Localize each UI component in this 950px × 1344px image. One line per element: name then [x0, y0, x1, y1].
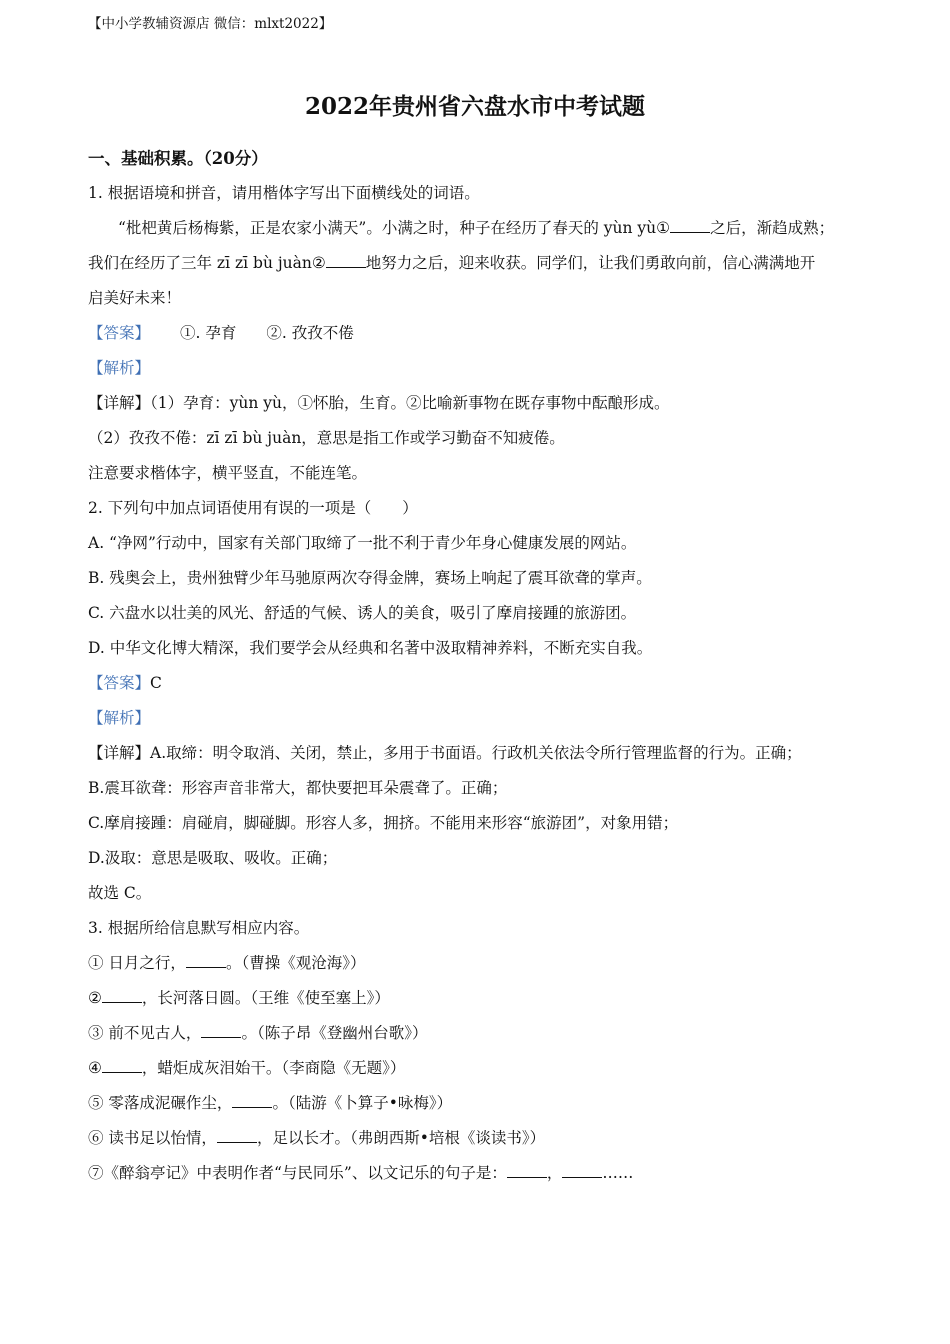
- exam-body: [88, 182, 878, 1197]
- answer-blank: [201, 1023, 241, 1038]
- answer-blank: [507, 1163, 547, 1178]
- q3-item: ③ 前不见古人， 。（陈子昂《登幽州台歌》）: [88, 1024, 428, 1042]
- q1-answer: 【答案】 ①. 孕育 ②. 孜孜不倦: [88, 324, 354, 342]
- q2-detail: 【详解】A.取缔：明令取消、关闭，禁止，多用于书面语。行政机关依法令所行管理监督的行为。正确；: [88, 744, 802, 762]
- answer-blank: [102, 988, 142, 1003]
- answer-blank: [186, 953, 226, 968]
- q3-item: ⑥ 读书足以怡情， ，足以长才。（弗朗西斯•培根《谈读书》）: [88, 1129, 546, 1147]
- section-heading: 一、基础积累。（20分）: [88, 149, 268, 168]
- answer-blank: [102, 1058, 142, 1073]
- answer-label: 【答案】: [88, 324, 151, 342]
- analysis-label: 【解析】: [88, 709, 151, 727]
- q3-item: ⑦《醉翁亭记》中表明作者“与民同乐”、以文记乐的句子是： ， ……: [88, 1164, 634, 1182]
- answer-blank: [562, 1163, 602, 1178]
- q1-passage-line: “枇杷黄后杨梅紫，正是农家小满天”。小满之时，种子在经历了春天的 yùn yù① 之后，渐趋成熟；: [118, 219, 835, 237]
- q2-detail: 故选 C。: [88, 884, 152, 902]
- q2-option-d: D. 中华文化博大精深，我们要学会从经典和名著中汲取精神养料，不断充实自我。: [88, 639, 653, 657]
- header-note: 【中小学教辅资源店 微信：mlxt2022】: [88, 16, 333, 32]
- answer-blank: [670, 218, 710, 233]
- q1-passage-line: 我们在经历了三年 zī zī bù juàn② 地努力之后，迎来收获。同学们，让我们勇敢向前，信心满满地开: [88, 254, 816, 272]
- q1-detail: 【详解】（1）孕育：yùn yù，①怀胎，生育。②比喻新事物在既存事物中酝酿形成。: [88, 394, 670, 412]
- q3-item: ⑤ 零落成泥碾作尘， 。（陆游《卜算子•咏梅》）: [88, 1094, 453, 1112]
- q1-detail: 注意要求楷体字，横平竖直，不能连笔。: [88, 464, 368, 482]
- analysis-label: 【解析】: [88, 359, 151, 377]
- answer-blank: [326, 253, 366, 268]
- q3-item: ④ ，蜡炬成灰泪始干。（李商隐《无题》）: [88, 1059, 406, 1077]
- page-title: 2022年贵州省六盘水市中考试题: [304, 93, 645, 120]
- q1-passage-line: 启美好未来！: [88, 289, 182, 307]
- q3-item: ② ，长河落日圆。（王维《使至塞上》）: [88, 989, 390, 1007]
- answer-blank: [217, 1128, 257, 1143]
- q2-detail: C.摩肩接踵：肩碰肩，脚碰脚。形容人多，拥挤。不能用来形容“旅游团”，对象用错；: [88, 814, 679, 832]
- answer-blank: [232, 1093, 272, 1108]
- q2-option-c: C. 六盘水以壮美的风光、舒适的气候、诱人的美食，吸引了摩肩接踵的旅游团。: [88, 604, 637, 622]
- q2-option-a: A. “净网”行动中，国家有关部门取缔了一批不利于青少年身心健康发展的网站。: [88, 534, 637, 552]
- q2-detail: B.震耳欲聋：形容声音非常大，都快要把耳朵震聋了。正确；: [88, 779, 508, 797]
- q2-stem: 2. 下列句中加点词语使用有误的一项是（ ）: [88, 499, 418, 517]
- q3-item: ① 日月之行， 。（曹操《观沧海》）: [88, 954, 366, 972]
- q2-answer: 【答案】C: [88, 674, 162, 692]
- q1-detail: （2）孜孜不倦：zī zī bù juàn，意思是指工作或学习勤奋不知疲倦。: [88, 429, 565, 447]
- q2-option-b: B. 残奥会上，贵州独臂少年马驰原两次夺得金牌，赛场上响起了震耳欲聋的掌声。: [88, 569, 652, 587]
- q1-stem: 1. 根据语境和拼音，请用楷体字写出下面横线处的词语。: [88, 184, 480, 202]
- q3-stem: 3. 根据所给信息默写相应内容。: [88, 919, 310, 937]
- q2-detail: D.汲取：意思是吸取、吸收。正确；: [88, 849, 338, 867]
- answer-label: 【答案】: [88, 674, 151, 692]
